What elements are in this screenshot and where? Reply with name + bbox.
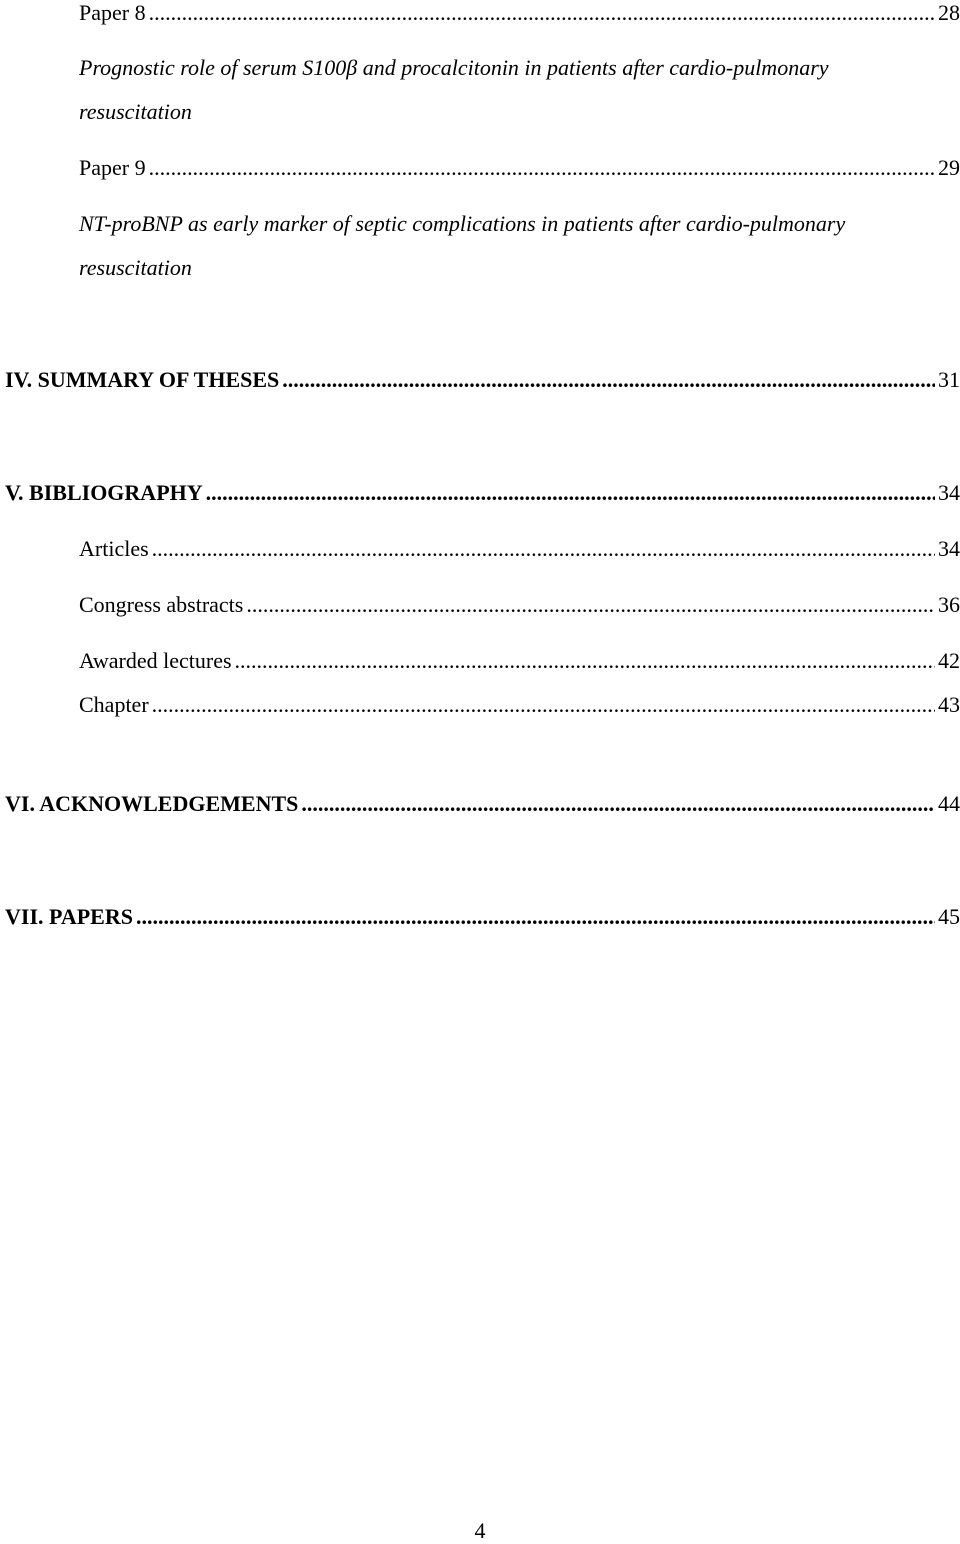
toc-label: V. BIBLIOGRAPHY — [5, 480, 203, 505]
toc-page-number: 31 — [938, 367, 960, 392]
toc-page-number: 42 — [938, 648, 960, 673]
toc-subtitle-paper-8: Prognostic role of serum S100β and procalcitonin in patients after cardio-pulmonary resuscitation — [79, 55, 829, 124]
dot-leader — [152, 536, 935, 562]
dot-leader — [136, 904, 935, 930]
dot-leader — [282, 367, 935, 393]
toc-entry-summary[interactable] — [5, 367, 960, 393]
toc-label: Articles — [79, 536, 149, 561]
toc-label: IV. SUMMARY OF THESES — [5, 367, 280, 392]
toc-entry-papers[interactable] — [5, 904, 960, 930]
toc-page-number: 36 — [938, 592, 960, 617]
toc-label: Chapter — [79, 692, 149, 717]
toc-page-number: 28 — [938, 0, 960, 25]
toc-entry-acknowledgements[interactable] — [5, 791, 960, 817]
toc-label: VII. PAPERS — [5, 904, 133, 929]
dot-leader — [152, 692, 935, 718]
toc-entry-bibliography[interactable] — [5, 480, 960, 506]
toc-entry-awarded-lectures[interactable] — [79, 648, 960, 674]
toc-label: Awarded lectures — [79, 648, 232, 673]
toc-page-number: 29 — [938, 155, 960, 180]
toc-entry-chapter[interactable] — [79, 692, 960, 718]
toc-entry-articles[interactable] — [79, 536, 960, 562]
toc-entry-paper-9[interactable] — [79, 155, 960, 181]
dot-leader — [301, 791, 935, 817]
toc-subtitle-paper-9: NT-proBNP as early marker of septic complications in patients after cardio-pulmonary resuscitation — [79, 211, 846, 280]
toc-label: VI. ACKNOWLEDGEMENTS — [5, 791, 299, 816]
toc-page-number: 34 — [938, 536, 960, 561]
dot-leader — [206, 480, 935, 506]
dot-leader — [246, 592, 935, 618]
dot-leader — [149, 0, 935, 26]
toc-entry-paper-8[interactable] — [79, 0, 960, 26]
toc-label: Paper 9 — [79, 155, 146, 180]
toc-page-number: 43 — [938, 692, 960, 717]
toc-label: Congress abstracts — [79, 592, 244, 617]
toc-page-number: 34 — [938, 480, 960, 505]
dot-leader — [149, 155, 935, 181]
toc-entry-congress-abstracts[interactable] — [79, 592, 960, 618]
dot-leader — [235, 648, 935, 674]
page-footer-number: 4 — [474, 1518, 486, 1543]
toc-page-number: 45 — [938, 904, 960, 929]
toc-label: Paper 8 — [79, 0, 146, 25]
toc-page-number: 44 — [938, 791, 960, 816]
